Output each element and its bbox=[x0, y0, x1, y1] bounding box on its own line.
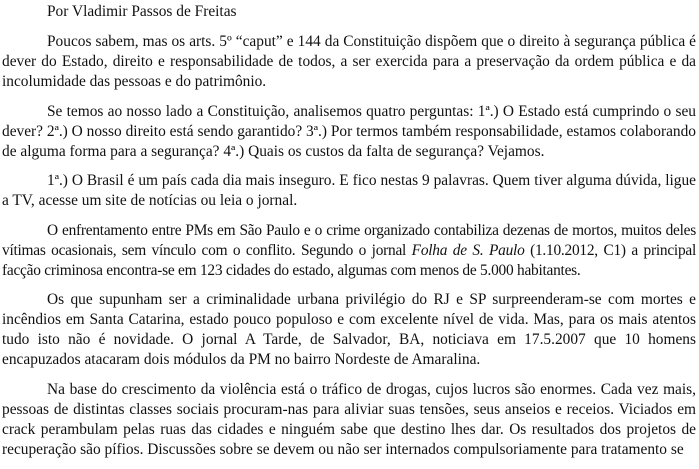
paragraph-santa-catarina: Os que supunham ser a criminalidade urbana privilégio do RJ e SP surpreenderam-se com mortes e incêndios em Santa Catarina, estado pouco populoso e com excelente nível de vida. Mas, para os mais atentos tudo isto não é novidade. O jornal A Tarde, de Salvador, BA, noticiava em 17.5.2007 que 10 homens encapuzados atacaram dois módulos da PM no bairro Nordeste de Amaralina. bbox=[2, 291, 696, 368]
paragraph-sao-paulo bbox=[2, 221, 696, 281]
paragraph-questions: Se temos ao nosso lado a Constituição, analisemos quatro perguntas: 1ª.) O Estado está cumprindo o seu dever? 2ª.) O nosso direito está sendo garantido? 3ª.) Por termos também responsabilidade, estamos colaborando de alguma forma para a segurança? 4ª.) Quais os custos da falta de segurança? Vejamos. bbox=[2, 102, 696, 160]
paragraph-drugs: Na base do crescimento da violência está o tráfico de drogas, cujos lucros são enormes. Cada vez mais, pessoas de distintas classes sociais procuram-nas para aliviar suas tensões, seus anseios e receios. Viciados em crack perambulam pelas ruas das cidades e ninguém sabe que destino lhes dar. Os resultados dos projetos de recuperação são pífios. Discussões sobre se devem ou não ser internados compulsoriamente para tratamento se bbox=[2, 380, 696, 458]
paragraph-intro: Poucos sabem, mas os arts. 5º “caput” e 144 da Constituição dispõem que o direito à segurança pública é dever do Estado, direito e responsabilidade de todos, a ser exercida para a preservação da ordem pública e da incolumidade das pessoas e do patrimônio. bbox=[2, 33, 696, 90]
paragraph-sao-paulo-text-before: O enfrentamento entre PMs em São Paulo e o crime organizado contabiliza dezenas de mortos, muitos deles vítimas ocasionais, sem vínculo com o conflito. Segundo o jornal bbox=[2, 221, 696, 259]
newspaper-title-italic: Folha de S. Paulo bbox=[411, 241, 525, 259]
paragraph-sao-paulo-text-after: (1.10.2012, C1) a principal facção criminosa encontra-se em 123 cidades do estado, algumas com menos de 5.000 habitantes. bbox=[2, 241, 696, 279]
paragraph-first-answer: 1ª.) O Brasil é um país cada dia mais inseguro. E fico nestas 9 palavras. Quem tiver alguma dúvida, ligue a TV, acesse um site de notícias ou leia o jornal. bbox=[2, 172, 696, 209]
document-body bbox=[2, 2, 696, 469]
byline: Por Vladimir Passos de Freitas bbox=[47, 3, 237, 20]
